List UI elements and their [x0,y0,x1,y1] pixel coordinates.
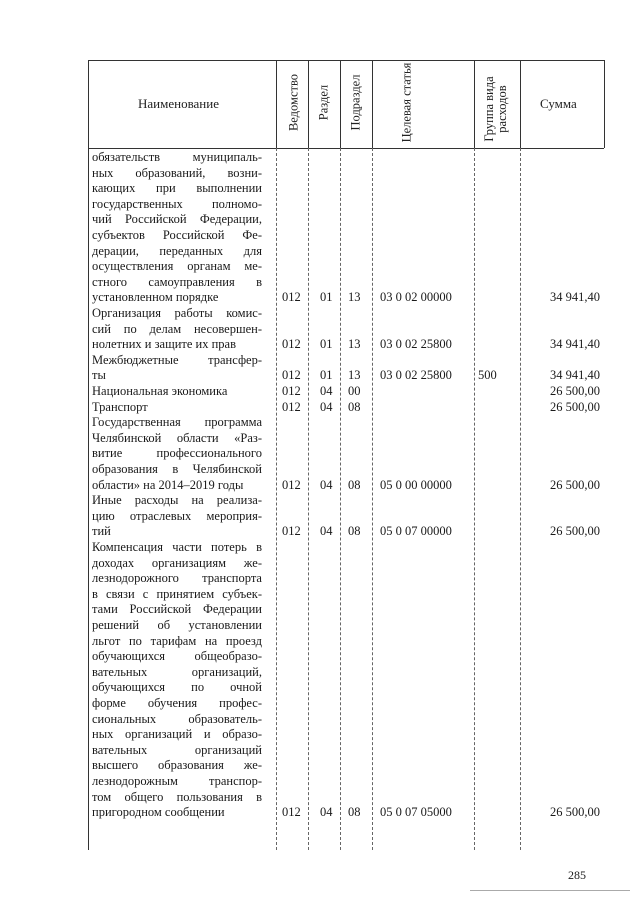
row-7-name-line: в связи с принятием субъек- [92,586,262,601]
row-5-name-line: области» на 2014–2019 годы [92,477,244,492]
cell-podrazdel: 13 [348,368,361,383]
header-gruppa: Группа вида расходов [482,76,509,142]
header-name: Наименование [138,96,219,111]
row-3-name-line: Национальная экономика [92,384,228,398]
row-1-name-line: сий по делам несовершен- [92,321,262,336]
row-2-name-line: Межбюджетные трансфер- [92,352,262,367]
row-7-name-line: вательных организаций, [92,664,262,679]
row-7-name-line: лезнодорожного транспорта [92,571,262,586]
cell-celevaya: 03 0 02 00000 [380,290,452,305]
row-6-name-line: цию отраслевых мероприя- [92,508,262,523]
row-0-name-line: ных образований, возни- [92,165,262,180]
cell-razdel: 04 [320,805,333,820]
row-7-name-line: доходах организациям же- [92,555,262,570]
footer-divider [470,890,630,891]
cell-podrazdel: 08 [348,477,361,492]
cell-razdel: 04 [320,399,333,414]
cell-podrazdel: 00 [348,384,361,398]
row-7-name-line: том общего пользования в [92,789,262,804]
cell-razdel: 01 [320,290,333,305]
row-5-name-line: витие профессионального [92,446,262,461]
cell-celevaya: 05 0 07 05000 [380,805,452,820]
cell-vedomstvo: 012 [282,805,301,820]
cell-summa: 26 500,00 [550,524,600,539]
cell-summa: 26 500,00 [550,805,600,820]
row-2-name-line: ты [92,368,106,383]
cell-gruppa: 500 [478,368,497,383]
row-1-name-line: нолетних и защите их прав [92,337,236,352]
row-5-name-line: Государственная программа [92,415,262,430]
header-celevaya: Целевая статья [399,62,414,143]
row-0-name-line: кающих при выполнении [92,181,262,196]
row-7-name-line: форме обучения профес- [92,696,262,710]
row-7-name-line: тами Российской Федерации [92,602,262,617]
row-0-name-line: чий Российской Федерации, [92,212,262,227]
cell-celevaya: 05 0 07 00000 [380,524,452,539]
cell-vedomstvo: 012 [282,368,301,383]
cell-razdel: 04 [320,477,333,492]
row-7-name-line: льгот по тарифам на проезд [92,633,262,648]
row-5-name-line: образования в Челябинской [92,462,262,476]
row-0-name-line: осуществления органам ме- [92,259,262,274]
header-podrazdel: Подраздел [348,74,363,131]
cell-razdel: 01 [320,368,333,383]
cell-podrazdel: 08 [348,524,361,539]
row-0-name-line: стного самоуправления в [92,274,262,289]
row-7-name-line: пригородном сообщении [92,805,225,820]
cell-vedomstvo: 012 [282,290,301,305]
cell-vedomstvo: 012 [282,337,301,352]
row-7-name-line: сиональных образователь- [92,711,262,726]
row-7-name-line: высшего образования же- [92,758,262,773]
header-vedomstvo: Ведомство [286,73,301,132]
row-7-name-line: Компенсация части потерь в [92,540,262,554]
cell-podrazdel: 13 [348,290,361,305]
header-summa: Сумма [540,96,577,111]
header-razdel: Раздел [316,84,331,121]
cell-podrazdel: 08 [348,805,361,820]
row-7-name-line: вательных организаций [92,742,262,757]
cell-razdel: 01 [320,337,333,352]
cell-summa: 26 500,00 [550,399,600,414]
cell-vedomstvo: 012 [282,524,301,539]
cell-summa: 34 941,40 [550,290,600,305]
row-1-name-line: Организация работы комис- [92,306,262,320]
cell-celevaya: 03 0 02 25800 [380,337,452,352]
cell-podrazdel: 13 [348,337,361,352]
cell-summa: 26 500,00 [550,384,600,398]
row-7-name-line: обучающихся общеобразо- [92,649,262,664]
cell-celevaya: 05 0 00 00000 [380,477,452,492]
cell-razdel: 04 [320,524,333,539]
page-number: 285 [568,868,586,882]
row-0-name-line: установленном порядке [92,290,219,305]
row-0-name-line: субъектов Российской Фе- [92,228,262,242]
row-7-name-line: решений об установлении [92,618,262,632]
row-0-name-line: дерации, переданных для [92,243,262,258]
cell-summa: 26 500,00 [550,477,600,492]
cell-vedomstvo: 012 [282,384,301,398]
cell-vedomstvo: 012 [282,477,301,492]
row-0-name-line: обязательств муниципаль- [92,150,262,164]
cell-celevaya: 03 0 02 25800 [380,368,452,383]
row-7-name-line: лезнодорожным транспор- [92,774,262,788]
row-6-name-line: Иные расходы на реализа- [92,493,262,508]
row-7-name-line: обучающихся по очной [92,680,262,695]
row-0-name-line: государственных полномо- [92,196,262,211]
row-4-name-line: Транспорт [92,399,148,414]
cell-podrazdel: 08 [348,399,361,414]
row-6-name-line: тий [92,524,111,539]
row-5-name-line: Челябинской области «Раз- [92,430,262,445]
cell-summa: 34 941,40 [550,337,600,352]
cell-vedomstvo: 012 [282,399,301,414]
cell-razdel: 04 [320,384,333,398]
cell-summa: 34 941,40 [550,368,600,383]
row-7-name-line: ных организаций и образо- [92,727,262,742]
